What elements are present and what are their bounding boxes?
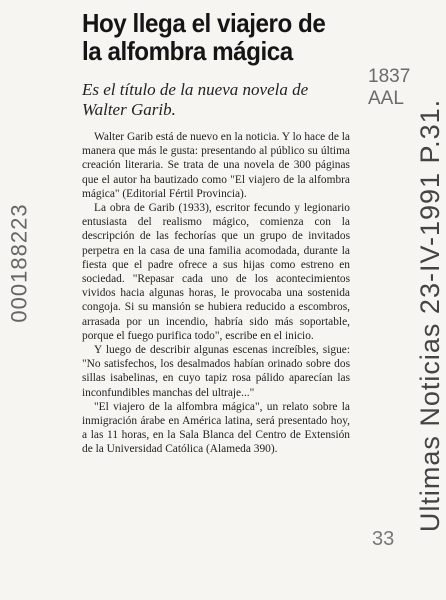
reference-note xyxy=(368,66,410,110)
catalog-code-note: 000188223 xyxy=(6,203,32,323)
reference-number: 1837 xyxy=(368,66,411,87)
reference-letters: AAL xyxy=(368,88,404,109)
headline: Hoy llega el viajero de la alfombra mágica xyxy=(82,8,326,66)
paragraph: Y luego de describir algunas escenas increíbles, sigue: "No satisfechos, los desalmados habían orinado sobre dos sillas isabelinas, en cuyo tapiz rosa pálido aparecían las inconfundibles manchas del ultraje..." xyxy=(82,344,350,399)
article-body xyxy=(82,130,350,457)
paragraph: "El viajero de la alfombra mágica", un relato sobre la inmigración árabe en América latina, será presentado hoy, a las 11 horas, en la Sala Blanca del Centro de Extensión de la Universidad Católica (Alameda 390). xyxy=(82,400,350,456)
paragraph: La obra de Garib (1933), escritor fecundo y legionario entusiasta del realismo mágico, comienza con la descripción de las fechorías que un grupo de invitados perpetra en la casa de una familia acomodada, durante la fiesta que el padre ofrece a sus hijas como estreno en sociedad. "Repasar cada uno de los acontecimientos vividos hacia algunas horas, le provocaba una sostenida congoja. Si su mansión se hubiera reducido a escombros, arrasada por un incendio, habría sido más soportable, porque el fuego purifica todo", escribe en el inicio. xyxy=(82,202,350,342)
source-date-note: Ultimas Noticias 23-IV-1991 P.31. xyxy=(415,98,446,533)
paragraph: Walter Garib está de nuevo en la noticia. Y lo hace de la manera que más le gusta: presentando al público su última creación literaria. Se trata de una novela de 300 páginas que el autor ha bautizado como "El viajero de la alfombra mágica" (Editorial Fértil Provincia). xyxy=(82,131,350,200)
subtitle: Es el título de la nueva novela de Walter Garib. xyxy=(82,80,309,119)
page-number-note: 33 xyxy=(372,528,395,550)
